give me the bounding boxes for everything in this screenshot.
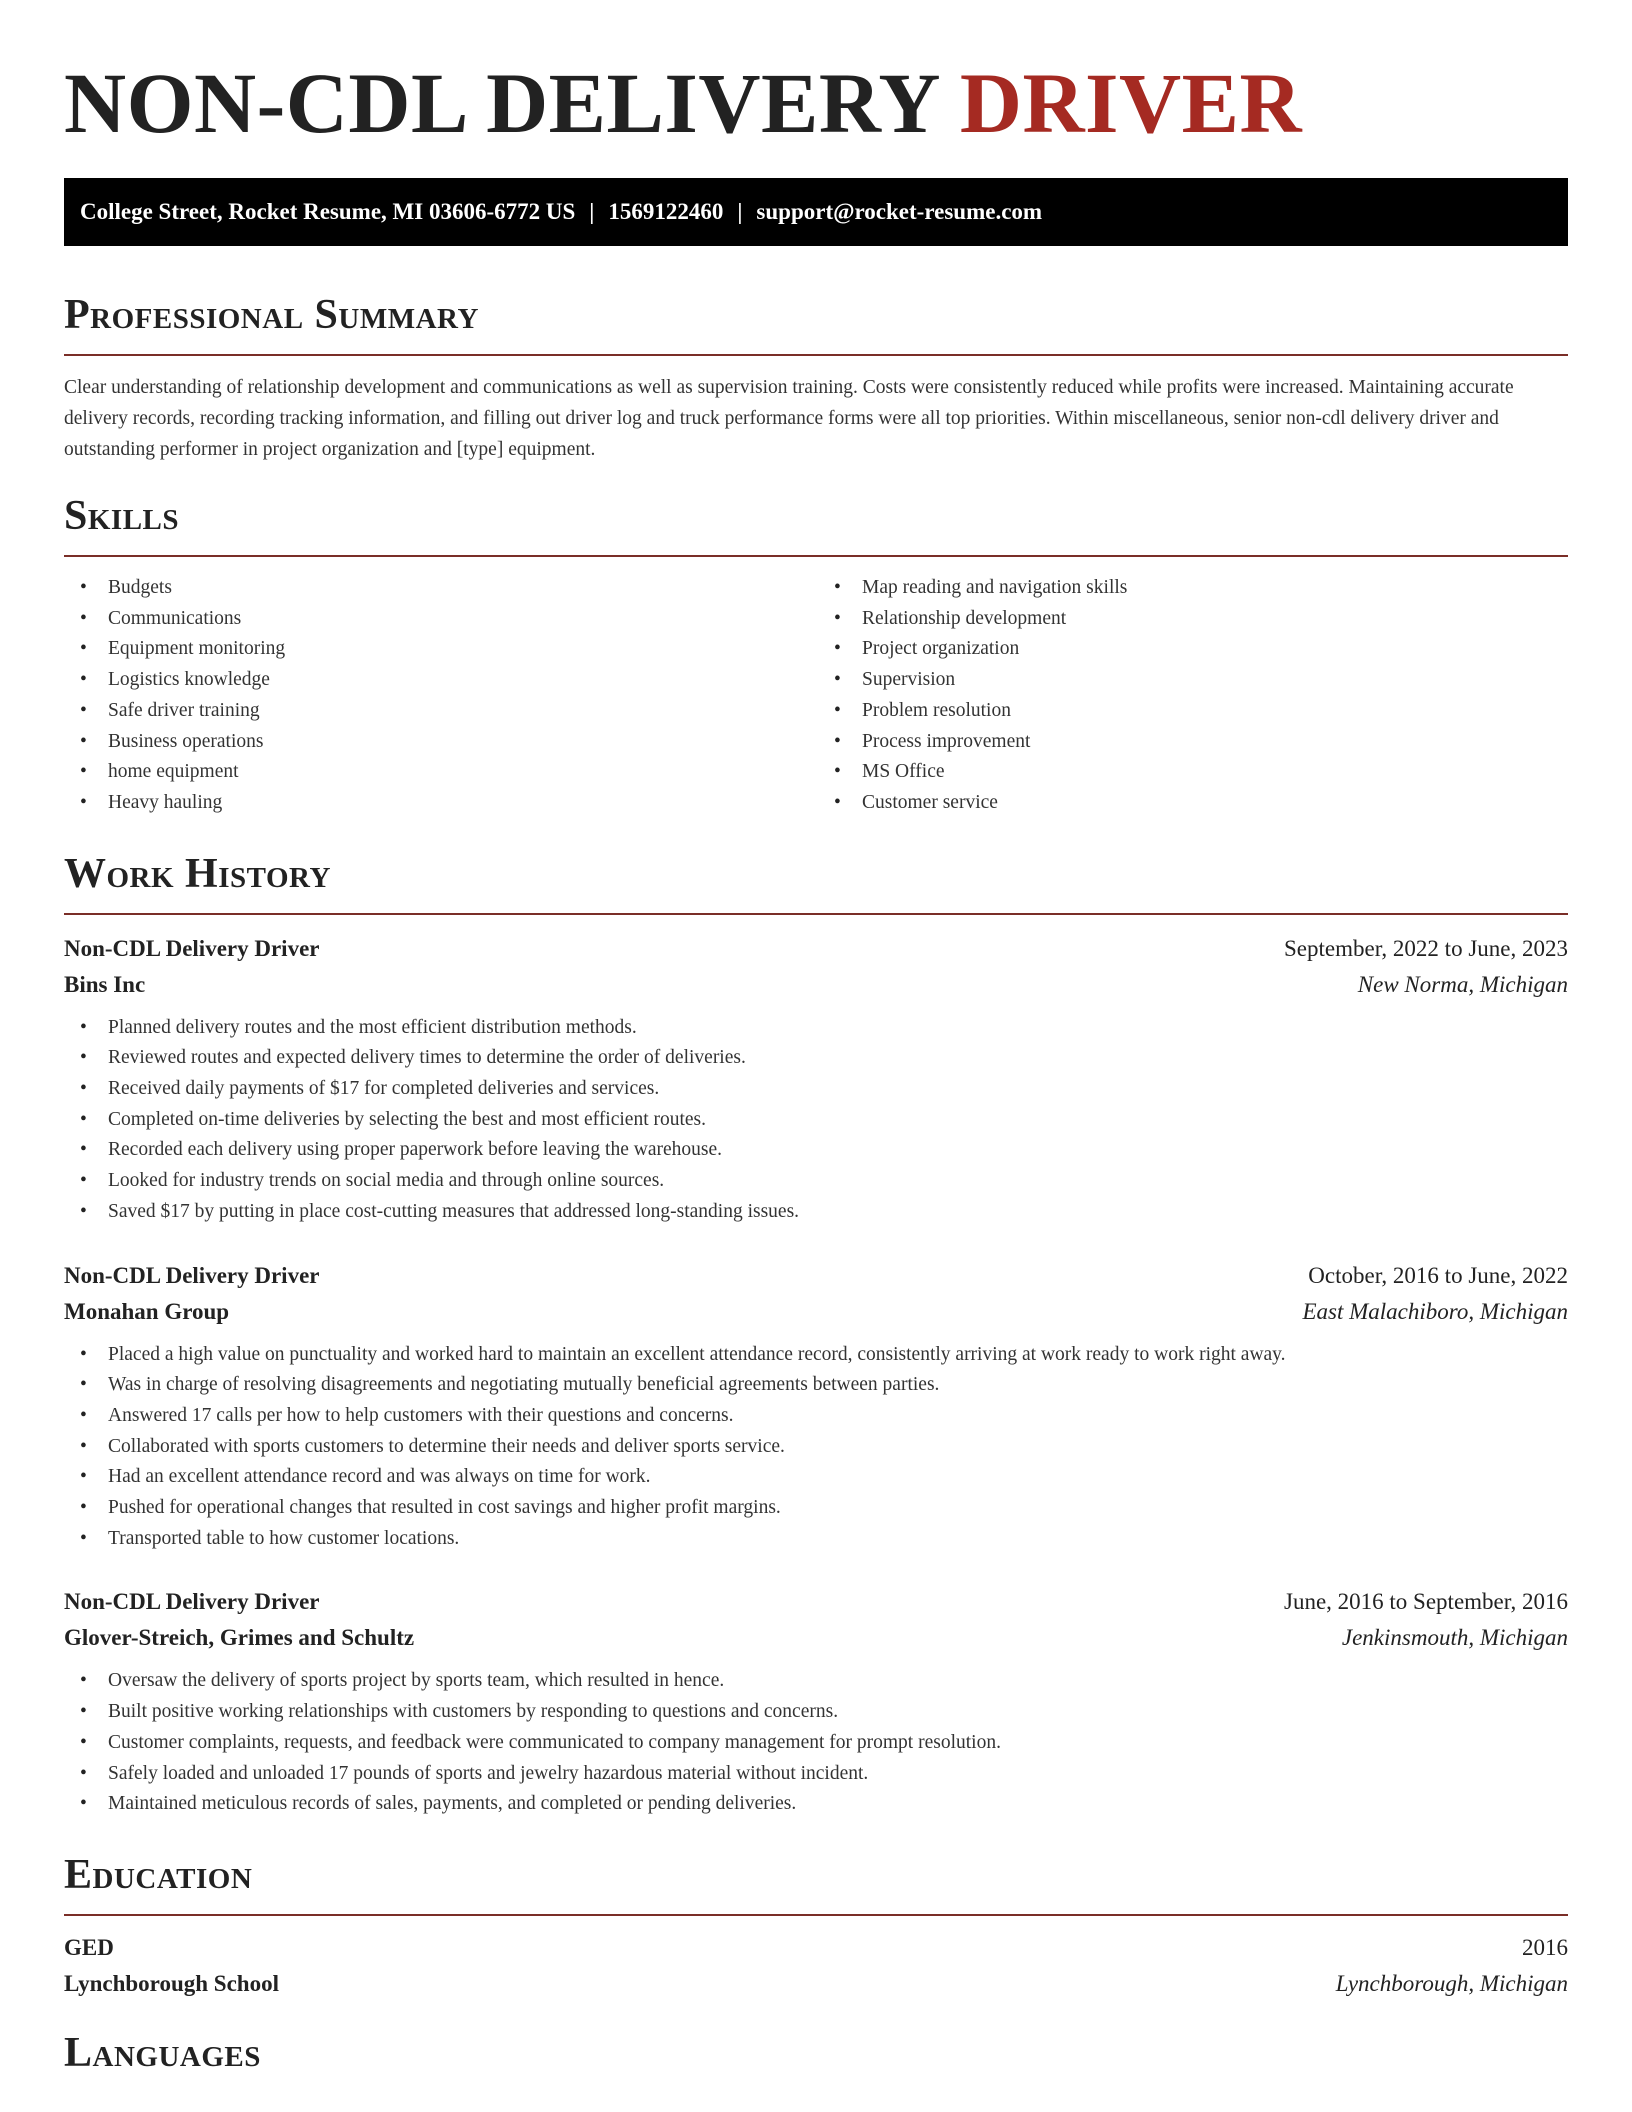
skills-grid bbox=[64, 573, 1568, 819]
contact-separator: | bbox=[737, 199, 743, 224]
section-title-work: Work History bbox=[64, 850, 331, 897]
skills-column-right bbox=[814, 573, 1568, 819]
education-section bbox=[64, 1850, 1568, 2002]
job-entry bbox=[64, 1584, 1568, 1820]
skill-item: • Heavy hauling bbox=[64, 788, 814, 819]
job-company: Monahan Group bbox=[64, 1298, 230, 1324]
job-entry bbox=[64, 931, 1568, 1228]
summary-section bbox=[64, 290, 1568, 465]
education-year: 2016 bbox=[1522, 1934, 1568, 1960]
skill-item: • Budgets bbox=[64, 573, 814, 604]
contact-email: support@rocket-resume.com bbox=[756, 199, 1043, 224]
duty-item: • Customer complaints, requests, and feedback were communicated to company management for prompt resolution. bbox=[64, 1728, 1568, 1759]
section-title-education: Education bbox=[64, 1851, 253, 1898]
duty-item: • Oversaw the delivery of sports project by sports team, which resulted in hence. bbox=[64, 1666, 1568, 1697]
job-title: Non-CDL Delivery Driver bbox=[64, 1589, 320, 1615]
job-duties bbox=[64, 1340, 1568, 1555]
job-title: Non-CDL Delivery Driver bbox=[64, 935, 320, 961]
job-duties bbox=[64, 1666, 1568, 1820]
skill-item: • Logistics knowledge bbox=[64, 665, 814, 696]
duty-item: • Recorded each delivery using proper paperwork before leaving the warehouse. bbox=[64, 1135, 1568, 1166]
skill-item: • Equipment monitoring bbox=[64, 634, 814, 665]
skill-item: • Relationship development bbox=[818, 604, 1568, 635]
job-title: Non-CDL Delivery Driver bbox=[64, 1262, 320, 1288]
education-entry bbox=[64, 1930, 1568, 2002]
section-divider bbox=[64, 1914, 1568, 1916]
duty-item: • Looked for industry trends on social media and through online sources. bbox=[64, 1166, 1568, 1197]
duty-item: • Saved $17 by putting in place cost-cutting measures that addressed long-standing issues. bbox=[64, 1197, 1568, 1228]
education-degree: GED bbox=[64, 1934, 114, 1960]
job-subheader bbox=[64, 1620, 1568, 1656]
education-header bbox=[64, 1930, 1568, 1966]
job-duties bbox=[64, 1013, 1568, 1228]
duty-item: • Was in charge of resolving disagreements and negotiating mutually beneficial agreements between parties. bbox=[64, 1370, 1568, 1401]
skill-item: • Safe driver training bbox=[64, 696, 814, 727]
duty-item: • Safely loaded and unloaded 17 pounds of sports and jewelry hazardous material without incident. bbox=[64, 1759, 1568, 1790]
duty-item: • Planned delivery routes and the most efficient distribution methods. bbox=[64, 1013, 1568, 1044]
skill-item: • Process improvement bbox=[818, 727, 1568, 758]
skills-section bbox=[64, 491, 1568, 819]
job-company: Bins Inc bbox=[64, 971, 146, 997]
education-school: Lynchborough School bbox=[64, 1970, 279, 1996]
duty-item: • Completed on-time deliveries by selecting the best and most efficient routes. bbox=[64, 1105, 1568, 1136]
skill-item: • Business operations bbox=[64, 727, 814, 758]
skill-item: • Supervision bbox=[818, 665, 1568, 696]
duty-item: • Maintained meticulous records of sales, payments, and completed or pending deliveries. bbox=[64, 1789, 1568, 1820]
job-location: Jenkinsmouth, Michigan bbox=[1341, 1625, 1568, 1651]
duty-item: • Received daily payments of $17 for completed deliveries and services. bbox=[64, 1074, 1568, 1105]
job-dates: June, 2016 to September, 2016 bbox=[1284, 1589, 1568, 1615]
job-subheader bbox=[64, 1294, 1568, 1330]
section-title-summary: Professional Summary bbox=[64, 292, 479, 338]
skill-item: • Project organization bbox=[818, 634, 1568, 665]
contact-separator: | bbox=[589, 199, 595, 224]
duty-item: • Built positive working relationships with customers by responding to questions and concerns. bbox=[64, 1697, 1568, 1728]
resume-title bbox=[64, 0, 1568, 151]
job-location: East Malachiboro, Michigan bbox=[1302, 1298, 1568, 1324]
duty-item: • Had an excellent attendance record and was always on time for work. bbox=[64, 1462, 1568, 1493]
skills-column-left bbox=[64, 573, 814, 819]
job-location: New Norma, Michigan bbox=[1357, 971, 1568, 997]
job-header bbox=[64, 931, 1568, 967]
section-title-skills: Skills bbox=[64, 493, 180, 539]
skill-item: • Communications bbox=[64, 604, 814, 635]
contact-address: College Street, Rocket Resume, MI 03606-6772 US bbox=[80, 199, 576, 224]
education-location: Lynchborough, Michigan bbox=[1335, 1970, 1568, 1996]
job-company: Glover-Streich, Grimes and Schultz bbox=[64, 1625, 415, 1651]
summary-text: Clear understanding of relationship development and communications as well as supervision training. Costs were consistently reduced while profits were increased. Maintaining accurate delivery records, recording tracking information, and filling out driver log and truck performance forms were all top priorities. Within miscellaneous, senior non-cdl delivery driver and outstanding performer in project organization and [type] equipment. bbox=[64, 377, 1514, 460]
job-header bbox=[64, 1584, 1568, 1620]
work-section bbox=[64, 849, 1568, 1820]
duty-item: • Placed a high value on punctuality and worked hard to maintain an excellent attendance record, consistently arriving at work ready to work right away. bbox=[64, 1340, 1568, 1371]
skill-item: • home equipment bbox=[64, 757, 814, 788]
section-divider bbox=[64, 354, 1568, 356]
job-dates: September, 2022 to June, 2023 bbox=[1284, 935, 1568, 961]
contact-bar bbox=[64, 178, 1568, 246]
title-main: NON-CDL DELIVERY bbox=[64, 55, 938, 151]
job-entry bbox=[64, 1258, 1568, 1555]
education-subheader bbox=[64, 1966, 1568, 2002]
languages-section bbox=[64, 2028, 1568, 2078]
duty-item: • Pushed for operational changes that resulted in cost savings and higher profit margins. bbox=[64, 1493, 1568, 1524]
job-subheader bbox=[64, 967, 1568, 1003]
skill-item: • MS Office bbox=[818, 757, 1568, 788]
duty-item: • Collaborated with sports customers to determine their needs and deliver sports service. bbox=[64, 1432, 1568, 1463]
job-header bbox=[64, 1258, 1568, 1294]
skill-item: • Map reading and navigation skills bbox=[818, 573, 1568, 604]
duty-item: • Transported table to how customer locations. bbox=[64, 1524, 1568, 1555]
duty-item: • Reviewed routes and expected delivery times to determine the order of deliveries. bbox=[64, 1043, 1568, 1074]
section-divider bbox=[64, 913, 1568, 915]
duty-item: • Answered 17 calls per how to help customers with their questions and concerns. bbox=[64, 1401, 1568, 1432]
section-divider bbox=[64, 555, 1568, 557]
skill-item: • Customer service bbox=[818, 788, 1568, 819]
job-dates: October, 2016 to June, 2022 bbox=[1308, 1262, 1568, 1288]
title-accent: DRIVER bbox=[959, 55, 1303, 151]
skill-item: • Problem resolution bbox=[818, 696, 1568, 727]
section-title-languages: Languages bbox=[64, 2029, 261, 2076]
contact-phone: 1569122460 bbox=[608, 199, 724, 224]
